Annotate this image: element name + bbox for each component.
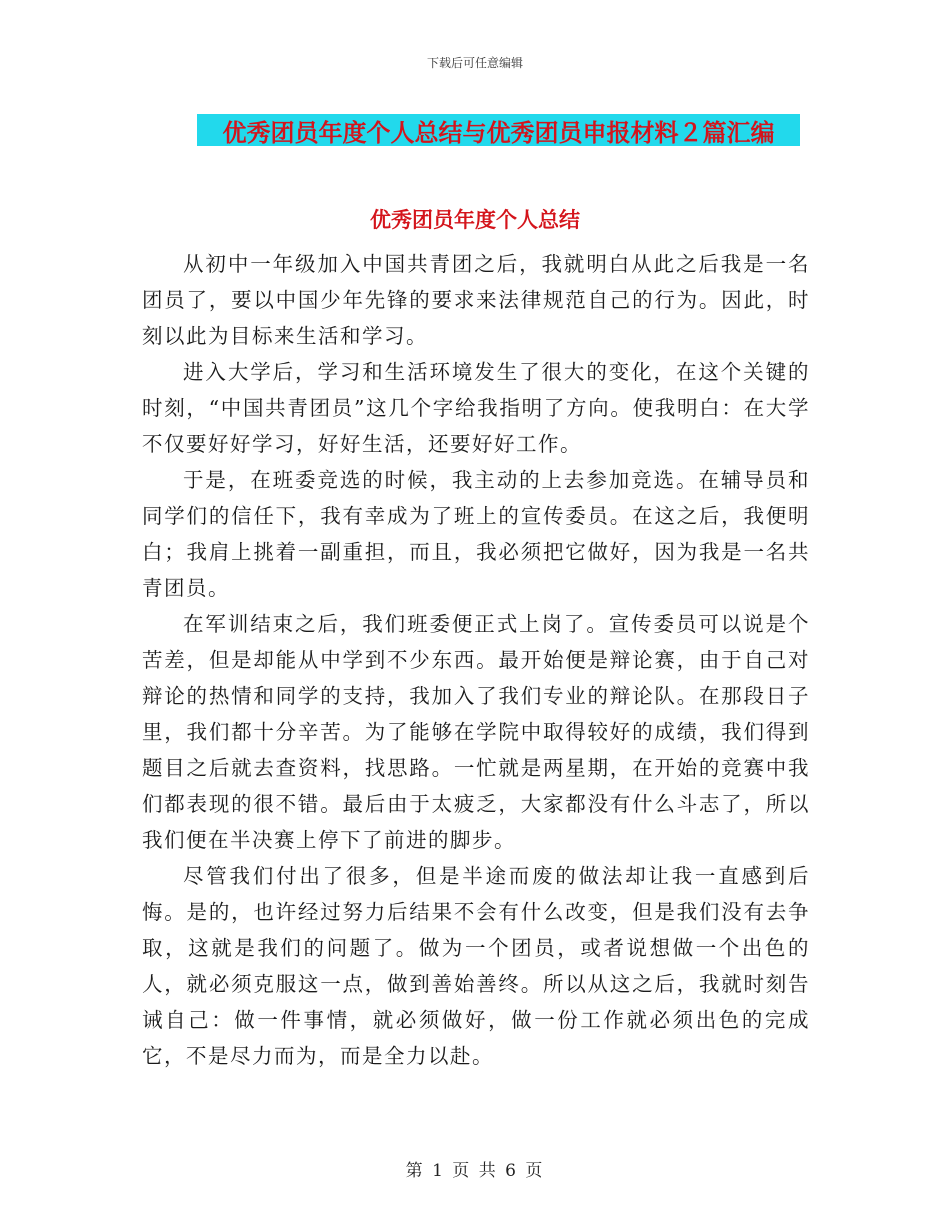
main-title: 优秀团员年度个人总结与优秀团员申报材料２篇汇编 (222, 118, 775, 147)
paragraph: 尽管我们付出了很多，但是半途而废的做法却让我一直感到后悔。是的，也许经过努力后结果不会有什么改变，但是我们没有去争取，这就是我们的问题了。做为一个团员，或者说想做一个出色的人，就必须克服这一点，做到善始善终。所以从这之后，我就时刻告诫自己：做一件事情，就必须做好，做一份工作就必须出色的完成它，不是尽力而为，而是全力以赴。 (142, 864, 810, 1068)
paragraph: 在军训结束之后，我们班委便正式上岗了。宣传委员可以说是个苦差，但是却能从中学到不少东西。最开始便是辩论赛，由于自己对辩论的热情和同学的支持，我加入了我们专业的辩论队。在那段日子里，我们都十分辛苦。为了能够在学院中取得较好的成绩，我们得到题目之后就去查资料，找思路。一忙就是两星期，在开始的竞赛中我们都表现的很不错。最后由于太疲乏，大家都没有什么斗志了，所以我们便在半决赛上停下了前进的脚步。 (142, 612, 810, 852)
main-title-highlight (197, 114, 800, 146)
page-header-note: 下载后可任意编辑 (426, 56, 523, 70)
paragraph: 从初中一年级加入中国共青团之后，我就明白从此之后我是一名团员了，要以中国少年先锋的要求来法律规范自己的行为。因此，时刻以此为目标来生活和学习。 (142, 252, 810, 348)
paragraph: 于是，在班委竞选的时候，我主动的上去参加竞选。在辅导员和同学们的信任下，我有幸成为了班上的宣传委员。在这之后，我便明白；我肩上挑着一副重担，而且，我必须把它做好，因为我是一名共青团员。 (142, 468, 810, 600)
paragraph: 进入大学后，学习和生活环境发生了很大的变化，在这个关键的时刻，“中国共青团员”这几个字给我指明了方向。使我明白：在大学不仅要好好学习，好好生活，还要好好工作。 (142, 360, 810, 456)
document-body (142, 246, 810, 1074)
page-number: 第 1 页 共 6 页 (405, 1161, 545, 1181)
section-title: 优秀团员年度个人总结 (370, 208, 580, 232)
